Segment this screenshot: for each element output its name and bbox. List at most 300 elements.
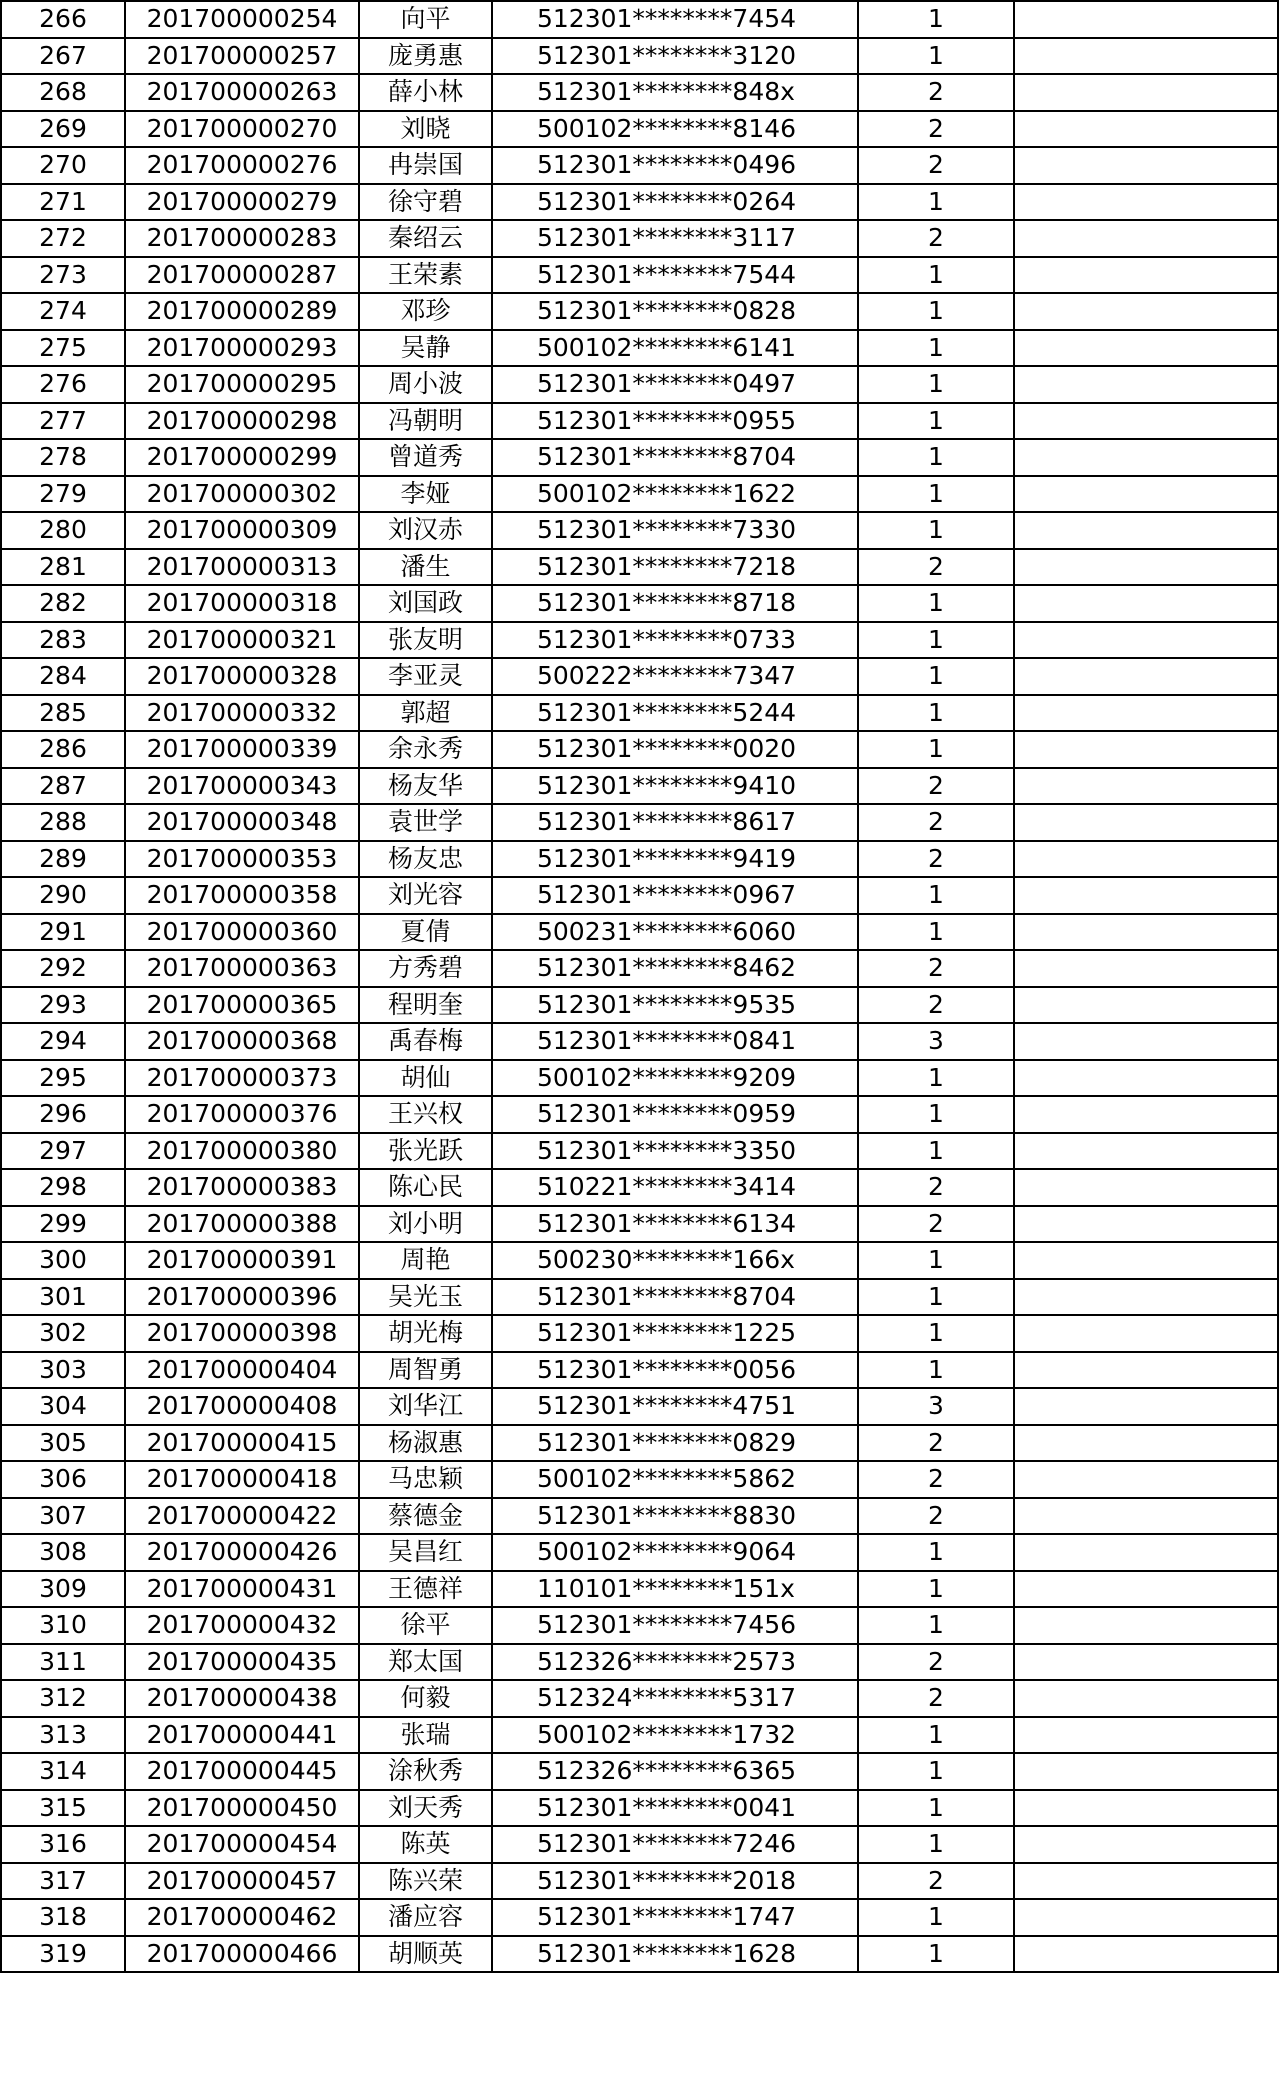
cell-seq-number: 318 — [1, 1899, 125, 1936]
table-row — [1, 1242, 1278, 1279]
cell-registration-code: 201700000391 — [125, 1242, 359, 1279]
table-row — [1, 1060, 1278, 1097]
cell-empty — [1014, 147, 1278, 184]
cell-seq-number: 273 — [1, 257, 125, 294]
cell-empty — [1014, 1899, 1278, 1936]
cell-count: 2 — [858, 1498, 1014, 1535]
cell-registration-code: 201700000426 — [125, 1534, 359, 1571]
cell-registration-code: 201700000287 — [125, 257, 359, 294]
cell-count: 1 — [858, 38, 1014, 75]
cell-count: 2 — [858, 74, 1014, 111]
table-row — [1, 476, 1278, 513]
cell-registration-code: 201700000298 — [125, 403, 359, 440]
table-row — [1, 877, 1278, 914]
table-row — [1, 366, 1278, 403]
roster-body — [1, 1, 1278, 1972]
table-row — [1, 1534, 1278, 1571]
cell-empty — [1014, 1534, 1278, 1571]
cell-count: 2 — [858, 1680, 1014, 1717]
cell-registration-code: 201700000257 — [125, 38, 359, 75]
cell-seq-number: 267 — [1, 38, 125, 75]
cell-count: 2 — [858, 1644, 1014, 1681]
table-row — [1, 74, 1278, 111]
cell-count: 1 — [858, 1826, 1014, 1863]
cell-seq-number: 310 — [1, 1607, 125, 1644]
cell-registration-code: 201700000318 — [125, 585, 359, 622]
cell-count: 1 — [858, 1753, 1014, 1790]
cell-person-name: 张友明 — [359, 622, 492, 659]
cell-empty — [1014, 1206, 1278, 1243]
cell-person-name: 庞勇惠 — [359, 38, 492, 75]
cell-empty — [1014, 1607, 1278, 1644]
cell-id-number: 512301********1628 — [492, 1936, 858, 1973]
cell-registration-code: 201700000279 — [125, 184, 359, 221]
cell-id-number: 512301********0056 — [492, 1352, 858, 1389]
cell-empty — [1014, 220, 1278, 257]
cell-empty — [1014, 622, 1278, 659]
cell-person-name: 张瑞 — [359, 1717, 492, 1754]
table-row — [1, 1279, 1278, 1316]
cell-empty — [1014, 366, 1278, 403]
cell-id-number: 512301********0955 — [492, 403, 858, 440]
cell-person-name: 陈心民 — [359, 1169, 492, 1206]
cell-empty — [1014, 476, 1278, 513]
cell-registration-code: 201700000299 — [125, 439, 359, 476]
cell-person-name: 胡光梅 — [359, 1315, 492, 1352]
cell-seq-number: 303 — [1, 1352, 125, 1389]
cell-seq-number: 312 — [1, 1680, 125, 1717]
cell-id-number: 500102********9064 — [492, 1534, 858, 1571]
table-row — [1, 1133, 1278, 1170]
cell-count: 1 — [858, 1607, 1014, 1644]
cell-id-number: 512301********0496 — [492, 147, 858, 184]
cell-count: 1 — [858, 658, 1014, 695]
cell-empty — [1014, 439, 1278, 476]
cell-seq-number: 294 — [1, 1023, 125, 1060]
cell-person-name: 何毅 — [359, 1680, 492, 1717]
cell-count: 2 — [858, 804, 1014, 841]
cell-id-number: 500102********6141 — [492, 330, 858, 367]
table-row — [1, 622, 1278, 659]
table-row — [1, 1936, 1278, 1973]
cell-count: 1 — [858, 622, 1014, 659]
cell-empty — [1014, 1388, 1278, 1425]
cell-registration-code: 201700000276 — [125, 147, 359, 184]
cell-seq-number: 268 — [1, 74, 125, 111]
cell-person-name: 李娅 — [359, 476, 492, 513]
cell-empty — [1014, 1717, 1278, 1754]
cell-empty — [1014, 1352, 1278, 1389]
cell-id-number: 512301********0829 — [492, 1425, 858, 1462]
cell-registration-code: 201700000328 — [125, 658, 359, 695]
cell-empty — [1014, 74, 1278, 111]
table-row — [1, 585, 1278, 622]
cell-empty — [1014, 1023, 1278, 1060]
cell-registration-code: 201700000368 — [125, 1023, 359, 1060]
cell-empty — [1014, 1461, 1278, 1498]
cell-registration-code: 201700000441 — [125, 1717, 359, 1754]
cell-empty — [1014, 1315, 1278, 1352]
cell-id-number: 512301********7456 — [492, 1607, 858, 1644]
cell-seq-number: 300 — [1, 1242, 125, 1279]
cell-empty — [1014, 1169, 1278, 1206]
cell-id-number: 512301********6134 — [492, 1206, 858, 1243]
cell-person-name: 胡仙 — [359, 1060, 492, 1097]
cell-person-name: 吴光玉 — [359, 1279, 492, 1316]
cell-person-name: 刘汉赤 — [359, 512, 492, 549]
table-row — [1, 1790, 1278, 1827]
cell-seq-number: 292 — [1, 950, 125, 987]
cell-count: 1 — [858, 1534, 1014, 1571]
cell-count: 1 — [858, 877, 1014, 914]
table-row — [1, 658, 1278, 695]
cell-registration-code: 201700000309 — [125, 512, 359, 549]
cell-empty — [1014, 804, 1278, 841]
cell-seq-number: 280 — [1, 512, 125, 549]
table-row — [1, 549, 1278, 586]
table-row — [1, 1607, 1278, 1644]
cell-registration-code: 201700000454 — [125, 1826, 359, 1863]
cell-id-number: 512301********7246 — [492, 1826, 858, 1863]
table-row — [1, 1388, 1278, 1425]
cell-empty — [1014, 184, 1278, 221]
cell-person-name: 潘生 — [359, 549, 492, 586]
cell-empty — [1014, 841, 1278, 878]
cell-seq-number: 266 — [1, 1, 125, 38]
cell-count: 1 — [858, 439, 1014, 476]
cell-registration-code: 201700000431 — [125, 1571, 359, 1608]
cell-count: 1 — [858, 366, 1014, 403]
cell-empty — [1014, 1096, 1278, 1133]
table-row — [1, 731, 1278, 768]
cell-id-number: 512301********7454 — [492, 1, 858, 38]
cell-empty — [1014, 1753, 1278, 1790]
cell-count: 1 — [858, 184, 1014, 221]
table-row — [1, 38, 1278, 75]
table-row — [1, 768, 1278, 805]
cell-registration-code: 201700000396 — [125, 1279, 359, 1316]
cell-person-name: 徐守碧 — [359, 184, 492, 221]
cell-registration-code: 201700000445 — [125, 1753, 359, 1790]
cell-registration-code: 201700000295 — [125, 366, 359, 403]
cell-count: 3 — [858, 1023, 1014, 1060]
cell-empty — [1014, 1826, 1278, 1863]
cell-registration-code: 201700000457 — [125, 1863, 359, 1900]
table-row — [1, 293, 1278, 330]
cell-count: 2 — [858, 1863, 1014, 1900]
cell-empty — [1014, 877, 1278, 914]
cell-registration-code: 201700000332 — [125, 695, 359, 732]
cell-count: 1 — [858, 1242, 1014, 1279]
cell-seq-number: 293 — [1, 987, 125, 1024]
cell-id-number: 512301********0967 — [492, 877, 858, 914]
cell-id-number: 512301********7330 — [492, 512, 858, 549]
cell-seq-number: 270 — [1, 147, 125, 184]
cell-seq-number: 283 — [1, 622, 125, 659]
cell-seq-number: 285 — [1, 695, 125, 732]
table-row — [1, 1571, 1278, 1608]
cell-count: 1 — [858, 1, 1014, 38]
cell-id-number: 512326********2573 — [492, 1644, 858, 1681]
cell-person-name: 薛小林 — [359, 74, 492, 111]
cell-empty — [1014, 257, 1278, 294]
cell-person-name: 刘晓 — [359, 111, 492, 148]
cell-empty — [1014, 111, 1278, 148]
cell-seq-number: 288 — [1, 804, 125, 841]
cell-id-number: 500231********6060 — [492, 914, 858, 951]
table-row — [1, 1680, 1278, 1717]
cell-registration-code: 201700000415 — [125, 1425, 359, 1462]
table-row — [1, 1461, 1278, 1498]
cell-id-number: 512301********7218 — [492, 549, 858, 586]
cell-id-number: 512301********1225 — [492, 1315, 858, 1352]
cell-count: 1 — [858, 1096, 1014, 1133]
cell-count: 2 — [858, 1206, 1014, 1243]
cell-empty — [1014, 731, 1278, 768]
table-row — [1, 950, 1278, 987]
cell-id-number: 512301********4751 — [492, 1388, 858, 1425]
cell-person-name: 胡顺英 — [359, 1936, 492, 1973]
cell-seq-number: 275 — [1, 330, 125, 367]
cell-seq-number: 279 — [1, 476, 125, 513]
cell-empty — [1014, 1644, 1278, 1681]
cell-count: 2 — [858, 841, 1014, 878]
cell-id-number: 512301********8617 — [492, 804, 858, 841]
cell-empty — [1014, 403, 1278, 440]
cell-id-number: 512301********9410 — [492, 768, 858, 805]
cell-seq-number: 306 — [1, 1461, 125, 1498]
cell-person-name: 刘天秀 — [359, 1790, 492, 1827]
cell-count: 2 — [858, 1461, 1014, 1498]
cell-person-name: 张光跃 — [359, 1133, 492, 1170]
cell-empty — [1014, 1680, 1278, 1717]
cell-registration-code: 201700000358 — [125, 877, 359, 914]
cell-count: 1 — [858, 512, 1014, 549]
cell-person-name: 王兴权 — [359, 1096, 492, 1133]
cell-seq-number: 317 — [1, 1863, 125, 1900]
table-row — [1, 1498, 1278, 1535]
cell-id-number: 512301********8718 — [492, 585, 858, 622]
cell-empty — [1014, 1242, 1278, 1279]
cell-registration-code: 201700000408 — [125, 1388, 359, 1425]
cell-registration-code: 201700000360 — [125, 914, 359, 951]
cell-id-number: 512301********1747 — [492, 1899, 858, 1936]
cell-registration-code: 201700000376 — [125, 1096, 359, 1133]
cell-registration-code: 201700000383 — [125, 1169, 359, 1206]
cell-count: 1 — [858, 1315, 1014, 1352]
cell-empty — [1014, 987, 1278, 1024]
cell-empty — [1014, 1425, 1278, 1462]
cell-registration-code: 201700000373 — [125, 1060, 359, 1097]
table-row — [1, 914, 1278, 951]
cell-empty — [1014, 549, 1278, 586]
cell-registration-code: 201700000339 — [125, 731, 359, 768]
cell-id-number: 512301********3350 — [492, 1133, 858, 1170]
cell-id-number: 512301********0264 — [492, 184, 858, 221]
cell-id-number: 512326********6365 — [492, 1753, 858, 1790]
cell-empty — [1014, 1790, 1278, 1827]
cell-person-name: 吴静 — [359, 330, 492, 367]
cell-count: 2 — [858, 950, 1014, 987]
table-row — [1, 1863, 1278, 1900]
cell-seq-number: 269 — [1, 111, 125, 148]
cell-empty — [1014, 1498, 1278, 1535]
cell-person-name: 杨友忠 — [359, 841, 492, 878]
cell-empty — [1014, 293, 1278, 330]
cell-id-number: 512301********0733 — [492, 622, 858, 659]
table-row — [1, 403, 1278, 440]
cell-id-number: 512301********2018 — [492, 1863, 858, 1900]
cell-count: 3 — [858, 1388, 1014, 1425]
cell-id-number: 512301********8704 — [492, 439, 858, 476]
table-row — [1, 1096, 1278, 1133]
cell-id-number: 512301********0041 — [492, 1790, 858, 1827]
cell-registration-code: 201700000293 — [125, 330, 359, 367]
cell-seq-number: 315 — [1, 1790, 125, 1827]
cell-id-number: 512301********0828 — [492, 293, 858, 330]
cell-id-number: 512301********0497 — [492, 366, 858, 403]
cell-seq-number: 308 — [1, 1534, 125, 1571]
cell-registration-code: 201700000398 — [125, 1315, 359, 1352]
cell-person-name: 吴昌红 — [359, 1534, 492, 1571]
cell-person-name: 夏倩 — [359, 914, 492, 951]
cell-count: 1 — [858, 695, 1014, 732]
table-row — [1, 1169, 1278, 1206]
cell-id-number: 510221********3414 — [492, 1169, 858, 1206]
cell-count: 1 — [858, 1060, 1014, 1097]
cell-count: 2 — [858, 987, 1014, 1024]
table-row — [1, 147, 1278, 184]
cell-registration-code: 201700000435 — [125, 1644, 359, 1681]
cell-id-number: 500102********5862 — [492, 1461, 858, 1498]
table-row — [1, 1206, 1278, 1243]
table-row — [1, 330, 1278, 367]
cell-empty — [1014, 914, 1278, 951]
cell-seq-number: 284 — [1, 658, 125, 695]
table-row — [1, 1352, 1278, 1389]
table-row — [1, 1644, 1278, 1681]
cell-person-name: 秦绍云 — [359, 220, 492, 257]
cell-person-name: 方秀碧 — [359, 950, 492, 987]
cell-seq-number: 309 — [1, 1571, 125, 1608]
cell-person-name: 刘国政 — [359, 585, 492, 622]
cell-registration-code: 201700000462 — [125, 1899, 359, 1936]
cell-registration-code: 201700000353 — [125, 841, 359, 878]
cell-person-name: 陈兴荣 — [359, 1863, 492, 1900]
cell-empty — [1014, 695, 1278, 732]
table-row — [1, 220, 1278, 257]
cell-empty — [1014, 585, 1278, 622]
cell-count: 1 — [858, 476, 1014, 513]
cell-seq-number: 301 — [1, 1279, 125, 1316]
cell-registration-code: 201700000404 — [125, 1352, 359, 1389]
cell-id-number: 500102********8146 — [492, 111, 858, 148]
table-row — [1, 1, 1278, 38]
cell-seq-number: 282 — [1, 585, 125, 622]
table-row — [1, 1425, 1278, 1462]
table-row — [1, 111, 1278, 148]
cell-id-number: 500230********166x — [492, 1242, 858, 1279]
cell-seq-number: 296 — [1, 1096, 125, 1133]
cell-person-name: 程明奎 — [359, 987, 492, 1024]
cell-id-number: 512301********9535 — [492, 987, 858, 1024]
cell-registration-code: 201700000466 — [125, 1936, 359, 1973]
table-row — [1, 512, 1278, 549]
cell-registration-code: 201700000380 — [125, 1133, 359, 1170]
cell-count: 2 — [858, 111, 1014, 148]
cell-registration-code: 201700000348 — [125, 804, 359, 841]
cell-seq-number: 298 — [1, 1169, 125, 1206]
cell-registration-code: 201700000283 — [125, 220, 359, 257]
cell-person-name: 郑太国 — [359, 1644, 492, 1681]
table-row — [1, 987, 1278, 1024]
cell-person-name: 邓珍 — [359, 293, 492, 330]
cell-id-number: 512301********3120 — [492, 38, 858, 75]
cell-registration-code: 201700000313 — [125, 549, 359, 586]
cell-id-number: 500102********1732 — [492, 1717, 858, 1754]
cell-seq-number: 313 — [1, 1717, 125, 1754]
table-row — [1, 695, 1278, 732]
cell-person-name: 陈英 — [359, 1826, 492, 1863]
cell-count: 1 — [858, 1352, 1014, 1389]
cell-seq-number: 274 — [1, 293, 125, 330]
cell-count: 1 — [858, 1279, 1014, 1316]
cell-count: 2 — [858, 549, 1014, 586]
cell-empty — [1014, 1133, 1278, 1170]
cell-seq-number: 291 — [1, 914, 125, 951]
cell-count: 1 — [858, 1571, 1014, 1608]
cell-person-name: 郭超 — [359, 695, 492, 732]
cell-person-name: 袁世学 — [359, 804, 492, 841]
cell-registration-code: 201700000432 — [125, 1607, 359, 1644]
cell-seq-number: 307 — [1, 1498, 125, 1535]
cell-person-name: 余永秀 — [359, 731, 492, 768]
table-row — [1, 841, 1278, 878]
cell-empty — [1014, 658, 1278, 695]
cell-empty — [1014, 1060, 1278, 1097]
cell-empty — [1014, 512, 1278, 549]
cell-seq-number: 281 — [1, 549, 125, 586]
cell-seq-number: 277 — [1, 403, 125, 440]
table-row — [1, 804, 1278, 841]
cell-registration-code: 201700000365 — [125, 987, 359, 1024]
cell-person-name: 王德祥 — [359, 1571, 492, 1608]
cell-person-name: 周小波 — [359, 366, 492, 403]
cell-seq-number: 295 — [1, 1060, 125, 1097]
cell-id-number: 512301********9419 — [492, 841, 858, 878]
cell-id-number: 110101********151x — [492, 1571, 858, 1608]
cell-seq-number: 302 — [1, 1315, 125, 1352]
cell-count: 2 — [858, 1169, 1014, 1206]
cell-registration-code: 201700000254 — [125, 1, 359, 38]
cell-seq-number: 299 — [1, 1206, 125, 1243]
cell-seq-number: 286 — [1, 731, 125, 768]
table-row — [1, 184, 1278, 221]
cell-registration-code: 201700000343 — [125, 768, 359, 805]
cell-empty — [1014, 1936, 1278, 1973]
cell-id-number: 512324********5317 — [492, 1680, 858, 1717]
cell-registration-code: 201700000270 — [125, 111, 359, 148]
cell-registration-code: 201700000418 — [125, 1461, 359, 1498]
cell-seq-number: 271 — [1, 184, 125, 221]
cell-seq-number: 289 — [1, 841, 125, 878]
cell-registration-code: 201700000388 — [125, 1206, 359, 1243]
cell-empty — [1014, 1, 1278, 38]
cell-id-number: 512301********8462 — [492, 950, 858, 987]
cell-empty — [1014, 1863, 1278, 1900]
cell-person-name: 马忠颖 — [359, 1461, 492, 1498]
cell-person-name: 李亚灵 — [359, 658, 492, 695]
